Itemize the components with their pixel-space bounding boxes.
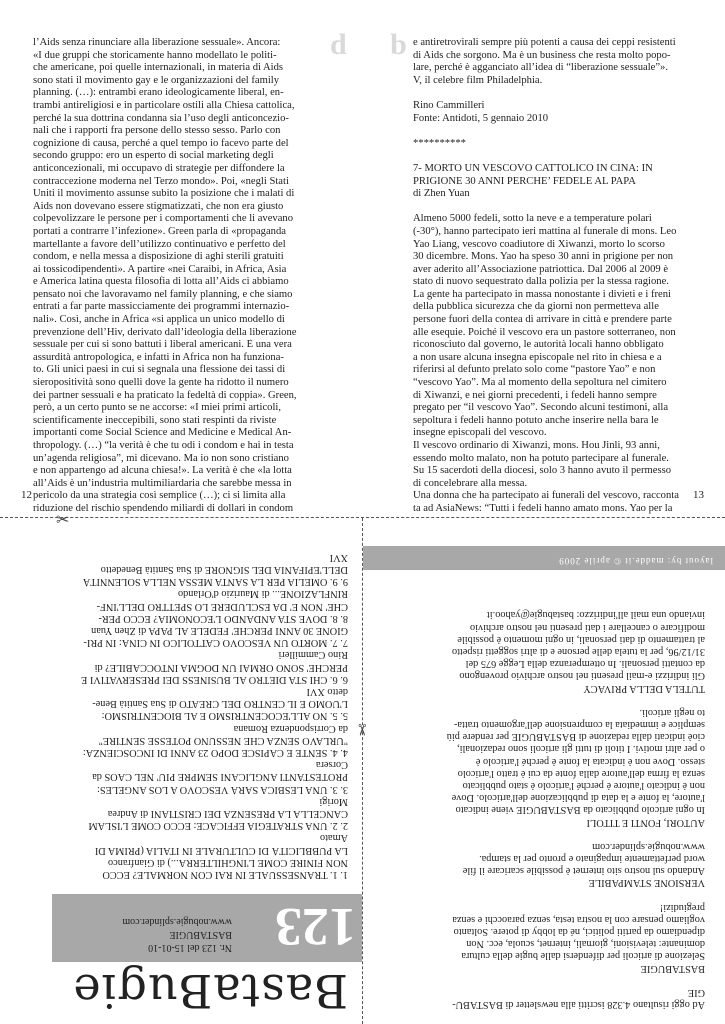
text-line: da contatti personali. In ottemperanza della Legge 675 del [465,658,705,670]
toc-item: 9. 9. OMELIA PER LA SANTA MESSA NELLA SOLENNITÀ [82,576,348,588]
text-line: anticoncezionali, mi occupavo di strategie per diffondere la [33,162,285,174]
toc-item: PERCHE' SONO ORMAI UN DOGMA INTOCCABILE? di [94,661,348,673]
text-line: ai tossicodipendenti». A partire «nei Caraibi, in Africa, Asia [33,263,287,275]
text-line: word perfettamente impaginato e pronto per la stampa. [479,852,705,864]
intro-text [385,900,705,961]
text-line: pensato noi che lavoravamo nel family planning, e che siamo [33,288,293,300]
text-line: stato di nuovo sequestrato dalla polizia per la stessa ragione. [413,276,669,288]
text-line: La gente ha partecipato in massa nonostante i divieti e i freni [413,288,671,300]
text-line: Almeno 5000 fedeli, sotto la neve e a temperature polari [413,213,652,225]
text-line: e non appartengo ad alcuna chiesa!». La verità è che «la lotta [33,465,292,477]
text-line: un’agenda religiosa”, mi dicevano. Ma io non sono cristiano [33,452,289,464]
text-line: nali che i rapporti fra persone dello stesso sesso. Parlo con [33,125,281,137]
toc-item: CANCELLA LA PRESENZA DEI CRISTIANI di Andrea [107,807,348,819]
text-line: In ogni articolo pubblicato da BASTABUGIE viene indicato [455,804,705,816]
back-cover-page [0,520,362,1024]
text-line: trambi antireligiosi e in particolare ostili alla Chiesa cattolica, [33,99,295,111]
article-title [413,163,703,188]
toc-item: XVI [329,551,348,563]
toc-item: Rino Cammilleri [278,649,348,661]
table-of-contents [18,551,348,880]
toc-item: 6. 6. CHI STA DIETRO AL BUSINESS DEI PRESERVATIVI E [81,673,348,685]
title-line: PRIGIONE 30 ANNI PERCHE’ FEDELE AL PAPA [413,175,636,187]
text-line: dei partner sessuali e ha praticato la fedeltà di coppia». Green, [33,389,297,401]
toc-item: L'UOMO È IL CENTRO DEL CREATO di Sua Santità Bene- [92,698,348,710]
text-line: stesso. Dove non è indicata la fonte è perché l'articolo è [475,755,705,767]
brand-caps: BASTABUGIE [169,929,232,940]
text-line: Andando sul nostro sito internet è possibile scaricare il file [462,865,705,877]
article-continuation [413,37,703,87]
text-line: Selezione di articoli per difendersi dalle bugie della cultura [461,950,705,962]
text-line: cioè indicati dalla redazione di BASTABUGIE per rendere più [446,731,705,743]
back-info-page [363,520,725,1024]
text-line: perché la sua dottrina condanna sia l’uso degli anticoncezio- [33,112,289,124]
text-line: prevenzione dell’Hiv, derivato dall’ideologia della liberazione [33,326,297,338]
text-line: sessuale per cui si sono battuti i liberal americani. È una vera [33,339,292,351]
text-line: semplice e immediata la comprensione dell'argomento tratta- [454,718,705,730]
toc-item: 8. 8. DOVE STA ANDANDO L'ECONOMIA? ECCO PER- [98,612,348,624]
text-line: e America latina questa filosofia di lotta all’Aids ci abbiamo [33,276,289,288]
authors-text [385,706,705,816]
toc-item: GIONE 30 ANNI PERCHE' FEDELE AL PAPA di Zhen Yuan [91,624,348,636]
text-line: 31/12/96, per la tutela delle persone e di altri soggetti rispetto [451,645,705,657]
toc-item: Morigi [319,795,348,807]
text-line: persone fuori della contea di arrivare in città e prendere parte [413,314,672,326]
text-line: 30 dicembre. Mons. Yao ha speso 30 anni in prigione per non [413,251,674,263]
text-line: V, il celebre film Philadelphia. [413,74,543,86]
text-line: condom, e nella messa a disposizione di aghi sterili gratuiti [33,251,284,263]
text-line: Gli indirizzi e-mail presenti nel nostro archivio provengono [459,670,705,682]
brand-logo: BastaBugie [72,964,348,1018]
toc-item: 7. 7. MORTO UN VESCOVO CATTOLICO IN CINA: IN PRI- [83,637,348,649]
toc-item: CHE' NON E' DA ESCLUDERE LO SPETTRO DELL'INF- [96,600,348,612]
text-line: inviando una mail all'indirizzo: bastabugie@yahoo.it [486,609,705,621]
issue-date: Nr. 123 del 15-01-10 [148,942,232,953]
text-line: a non usare alcuna insegna episcopale nel rito in chiesa e a [413,351,662,363]
text-line: però, a un certo punto se ne accorse: «I miei primi articoli, [33,402,281,414]
authors-heading: AUTORI, FONTI E TITOLI [586,816,705,828]
toc-item: 1. 1. TRANSESSUALE IN RAI CON NORMALE? ECCO [102,869,348,880]
text-line: martellante a favore dell’utilizzo continuativo e perfetto del [33,238,286,250]
text-line: senza la firma dell'autore dalla fonte da cui è tratto l'articolo [457,767,705,779]
article-separator: ********** [413,137,466,149]
text-line: di concelebrare alla messa. [413,477,528,489]
text-line: dominante: televisioni, giornali, internet, scuola, ecc. Non [466,938,705,950]
text-line: Yao Liang, vescovo coadiutore di Xiwanzi, morto lo scorso [413,238,665,250]
text-line: o per altri motivi. I titoli di tutti gli articoli sono redazionali, [457,743,705,755]
scissors-icon: ✂ [56,512,70,529]
text-line: che americane, poi quelle internazionali, in materia di Aids [33,62,284,74]
privacy-heading: TUTELA DELLA PRIVACY [583,682,705,694]
text-line: l'autore, la fonte e la data di pubblicazione dell'articolo. Dove [451,792,705,804]
text-line: pregato per “il vescovo Yao”. Secondo alcuni testimoni, alla [413,402,669,414]
text-line: sepoltura i fedeli hanno potuto anche inserire nella bara le [413,414,659,426]
toc-item: Corsera [315,759,348,771]
toc-item: "URLAVO SENZA CHE NESSUNO POTESSE SENTIRE" [98,734,348,746]
text-line: secondo gruppo: ero un esperto di social marketing degli [33,150,274,162]
text-line: ta ad AsiaNews: “Tutti i fedeli hanno amato mons. Yao per la [413,502,673,514]
text-line: vogliamo pensare con la nostra testa, senza paraocchi e senza [452,913,705,925]
text-line: alle esequie. Poiché il vescovo era un pastore sotterraneo, non [413,326,676,338]
intro-heading: BASTABUGIE [640,962,705,974]
text-line: entrati a far parte massicciamente dei programmi internazio- [33,301,290,313]
text-line: portati a contrarre l’infezione». Green parla di «propaganda [33,225,286,237]
text-line: all’Aids è un’industria multimiliardaria che sarebbe messa in [33,477,292,489]
text-line: GIE [687,986,705,998]
text-line: insegne episcopali del vescovo. [413,427,547,439]
text-line: Uniti il movimento assunse subito la posizione che i malati di [33,188,295,200]
text-line: sieropositività sono quelli dove la gente ha ridotto il numero [33,377,289,389]
text-line: planning. (…): entrambi erano ideologicamente liberal, en- [33,87,284,99]
article-author: Rino Cammilleri [413,99,485,111]
text-line: to. Gli unici paesi in cui si segnala una flessione dei tassi di [33,364,286,376]
toc-item: 5. 5. NO ALL'ECOCENTRISMO E AL BIOCENTRISMO: [101,710,348,722]
toc-item: DELL'EPIFANIA DEL SIGNORE di Sua Santità Benedetto [100,563,348,575]
text-line: contraccezione moderna nel Terzo mondo». Poi, «negli Stati [33,175,289,187]
text-line: della pubblica sicurezza che da giorni non permetteva alle [413,301,659,313]
toc-item: PROTESTANTI ANGLICANI SEMPRE PIU' NEL CAOS da [92,771,348,783]
text-line: Aids non dovevano essere stigmatizzati, che non era giusto [33,200,284,212]
text-line: aver aderito all’Associazione patriottica. Dal 2006 al 2009 è [413,263,669,275]
text-line: Il vescovo ordinario di Xiwanzi, mons. Hou Jinli, 93 anni, [413,440,660,451]
privacy-text [385,608,705,681]
text-line: Su 15 sacerdoti della diocesi, solo 3 hanno avuto il permesso [413,465,672,477]
text-line: to negli articoli. [639,706,705,718]
text-line: scientificamente ineccepibili, sono stati respinti da riviste [33,414,277,426]
text-line: Ad oggi risultano 4.328 iscritti alla newsletter di BASTABU- [452,999,705,1010]
text-line: riferirsi al defunto prelato solo come “pastore Yao” e non [413,364,656,376]
text-line: Una donna che ha partecipato ai funerali del vescovo, racconta [413,490,679,502]
text-line: e antiretrovirali sempre più potenti a causa dei ceppi resistenti [413,37,676,48]
text-line: cognizione di causa, perché a quel tempo io facevo parte del [33,137,289,149]
scissors-icon: ✂ [352,723,370,737]
text-line: di Aids che sorgono. Ma è un business che resta molto popo- [413,49,671,61]
toc-item: detto XVI [306,685,348,697]
ghost-letters: d b [330,28,425,61]
text-line: l’Aids senza rinunciare alla liberazione sessuale». Ancora: [33,37,281,48]
text-line: pregiudizi! [659,901,705,913]
text-line: lare, perché è agganciato all’idea di “liberazione sessuale”». [413,62,668,74]
text-line: “vescovo Yao”. Ma al momento della sepoltura nel cimitero [413,377,667,389]
text-line: thropology. (…) “la verità è che tu odi i condom e hai in testa [33,440,294,451]
toc-item: LA PUBBLICITÀ DI CULTURALE IN ITALIA (PRIMA DI [94,844,348,856]
article-byline: di Zhen Yuan [413,188,470,200]
toc-item: Amato [319,832,348,844]
text-line: www.nobugie.splinder.com [592,840,705,852]
title-line: 7- MORTO UN VESCOVO CATTOLICO IN CINA: IN [413,162,653,174]
text-line: non è indicato l'autore è perché l'articolo è stato pubblicato [462,779,705,791]
text-line: al trattamento di dati personali, in ogni momento è possibile [457,633,705,645]
page-12-column [33,37,323,516]
layout-credit: layout by: madde.it © aprile 2009 [558,556,713,566]
toc-item: RINFLAZIONE... di Maurizio d'Orlando [177,588,348,600]
text-line: sono stati il movimento gay e le organizzazioni del family [33,74,280,86]
text-line: di Xiwanzi, e nei giorni precedenti, i fedeli hanno sempre [413,389,657,401]
text-line: dipendiamo da partiti politici, né da lobby di potere. Soltanto [453,925,705,937]
article-body [413,213,703,515]
website: www.nobugie.splinder.com [122,916,232,927]
text-line: riduzione del rischio spendendo miliardi di dollari in condom [33,502,294,514]
text-line: (-30°), hanno partecipato ieri mattina al funerale di mons. Leo [413,225,677,237]
page-number-left: 12 [21,489,32,501]
toc-item: 4. 4. SENTE E CAPISCE DOPO 23 ANNI DI INCOSCIENZA: [82,746,348,758]
text-line: importanti come Social Science and Medicine e Medical An- [33,427,292,439]
text-line: modificare o cancellare i dati presenti nel nostro archivio [469,621,705,633]
text-line: nali». Così, anche in Africa «si applica un unico modello di [33,314,285,326]
text-line: colpevolizzare le persone per i comportamenti che li avevano [33,213,294,225]
text-line: «I due gruppi che storicamente hanno modellato le politi- [33,49,277,61]
toc-item: NON FINIRE COME L'INGHILTERRA...) di Gianfranco [108,856,348,868]
article-source: Fonte: Antidoti, 5 gennaio 2010 [413,112,549,124]
newsletter-note [385,986,705,1010]
text-line: essendo molto malato, non ha potuto partecipare al funerale. [413,452,669,464]
toc-item: 3. 3. UNA LESBICA SARÀ VESCOVO A LOS ANGELES: [97,783,348,795]
toc-item: da Corrispondenza Romana [233,722,348,734]
text-line: riconosciuto dal governo, le autorità locali hanno obbligato [413,339,664,351]
page-13-column [413,37,703,516]
issue-number: 123 [275,897,356,957]
print-heading: VERSIONE STAMPABILE [588,877,705,889]
toc-item: 2. 2. UNA STRATEGIA EFFICACE: ECCO COME L'ISLAM [88,820,348,832]
text-line: pericolo da una strategia così semplice (…); ci si limita alla [33,490,286,502]
page-number-right: 13 [693,489,704,501]
print-text [385,840,705,877]
text-line: assurdità antropologica, e infatti in Africa non ha funziona- [33,351,284,363]
